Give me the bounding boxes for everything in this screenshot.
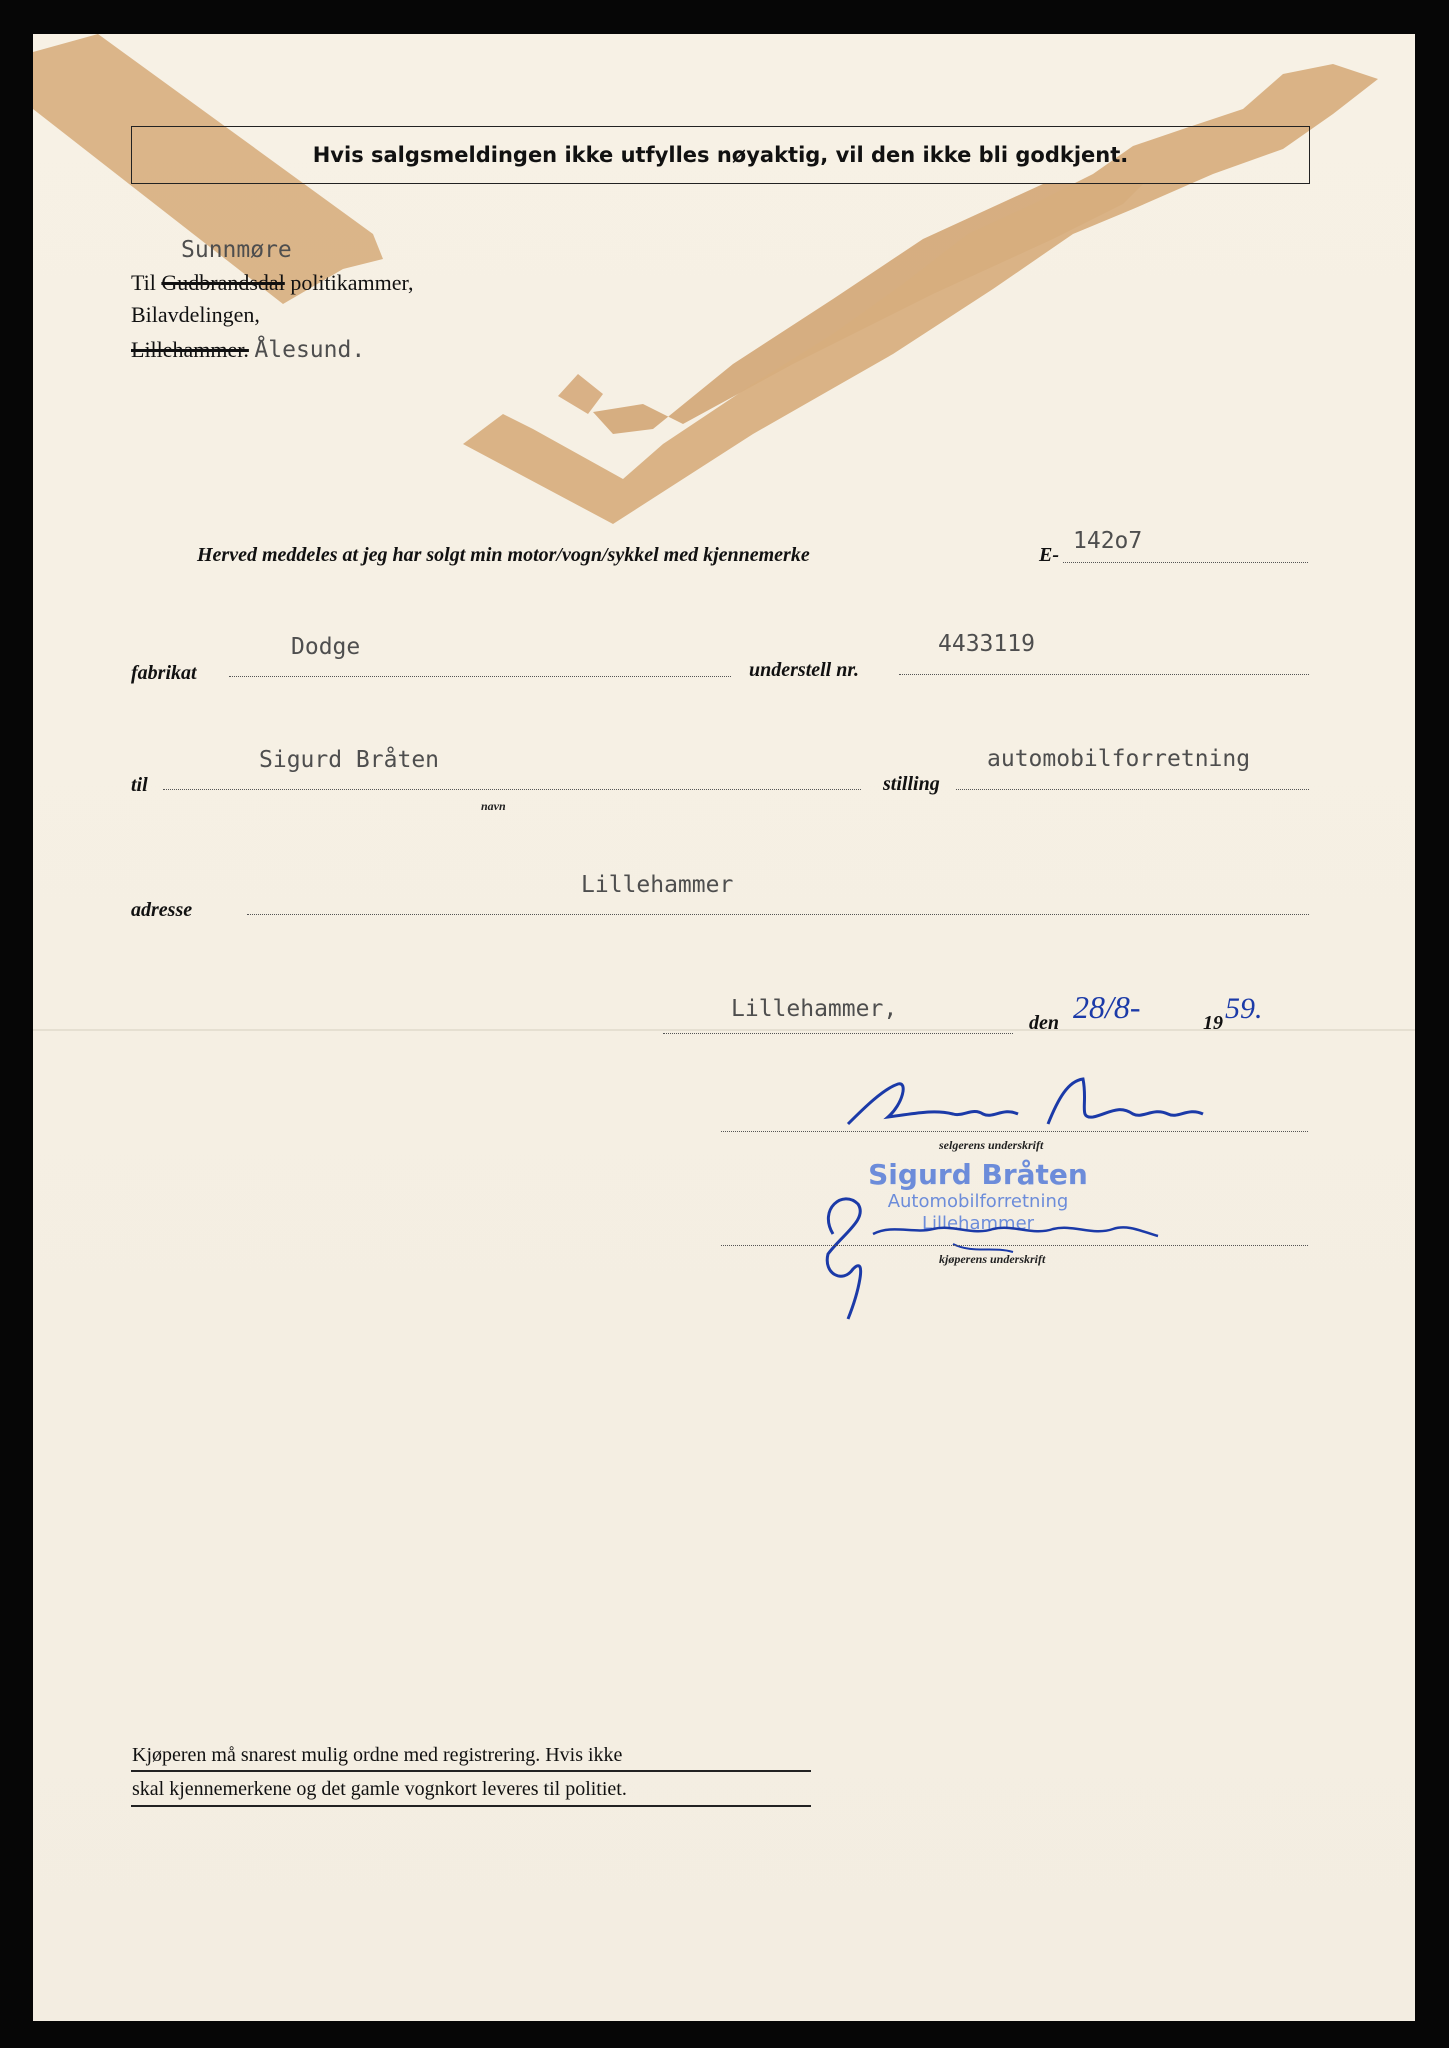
sale-statement: Herved meddeles at jeg har solgt min motor/vogn/sykkel med kjennemerke xyxy=(197,544,810,566)
occupation-label: stilling xyxy=(883,773,940,795)
struck-city: Lillehammer. xyxy=(131,337,249,362)
address-dotted-line xyxy=(247,914,1309,915)
recipient-line-2: Bilavdelingen, xyxy=(131,302,260,327)
buyer-caption: kjøperens underskrift xyxy=(939,1252,1046,1266)
buyer-signature xyxy=(813,1174,1173,1324)
warning-banner: Hvis salgsmeldingen ikke utfylles nøyaktig, vil den ikke bli godkjent. xyxy=(131,126,1310,184)
address-value: Lillehammer xyxy=(581,872,734,898)
handwritten-date: 28/8- xyxy=(1073,989,1141,1025)
make-dotted-line xyxy=(229,676,731,677)
chassis-label: understell nr. xyxy=(749,659,860,681)
to-label: til xyxy=(131,774,148,796)
seller-caption: selgerens underskrift xyxy=(939,1138,1044,1152)
footer-line-2: skal kjennemerkene og det gamle vognkort leveres til politiet. xyxy=(132,1778,627,1800)
name-caption: navn xyxy=(481,799,506,813)
buyer-name: Sigurd Bråten xyxy=(259,747,440,773)
occupation-dotted-line xyxy=(956,789,1309,790)
seller-signature-line xyxy=(721,1131,1308,1132)
footer-rule-1 xyxy=(131,1770,811,1772)
stamp-line-1: Sigurd Bråten xyxy=(868,1158,1088,1191)
place-dotted-line xyxy=(663,1033,1013,1034)
make-value: Dodge xyxy=(291,634,361,660)
address-label: adresse xyxy=(131,899,193,921)
stamp-line-2: Automobilforretning xyxy=(887,1191,1069,1212)
document-page xyxy=(33,34,1415,2021)
name-dotted-line xyxy=(163,789,861,790)
replacement-district: Sunnmøre xyxy=(181,237,292,263)
stamp-line-3: Lillehammer xyxy=(921,1213,1035,1234)
buyer-signature-line xyxy=(721,1245,1308,1246)
footer-rule-2 xyxy=(131,1805,811,1807)
recipient-line-3 xyxy=(131,337,365,363)
footer-line-1: Kjøperen må snarest mulig ordne med registrering. Hvis ikke xyxy=(132,1744,623,1766)
make-label: fabrikat xyxy=(131,662,197,684)
recipient-suffix: politikammer, xyxy=(290,270,414,295)
year-prefix: 19 xyxy=(1203,1012,1223,1034)
year-suffix: 59. xyxy=(1225,992,1263,1025)
chassis-dotted-line xyxy=(899,674,1309,675)
recipient-line-1 xyxy=(131,270,413,296)
date-place: Lillehammer, xyxy=(731,996,898,1022)
recipient-prefix: Til xyxy=(131,270,156,295)
occupation-value: automobilforretning xyxy=(987,746,1251,772)
plate-dotted-line xyxy=(1063,562,1308,563)
plate-prefix: E- xyxy=(1039,544,1059,566)
struck-district: Gudbrandsdal xyxy=(161,270,285,295)
seller-signature xyxy=(843,1069,1223,1144)
chassis-value: 4433119 xyxy=(938,631,1035,657)
plate-number: 142o7 xyxy=(1073,528,1143,554)
den-label: den xyxy=(1029,1012,1059,1034)
typed-city: Ålesund. xyxy=(254,337,366,363)
